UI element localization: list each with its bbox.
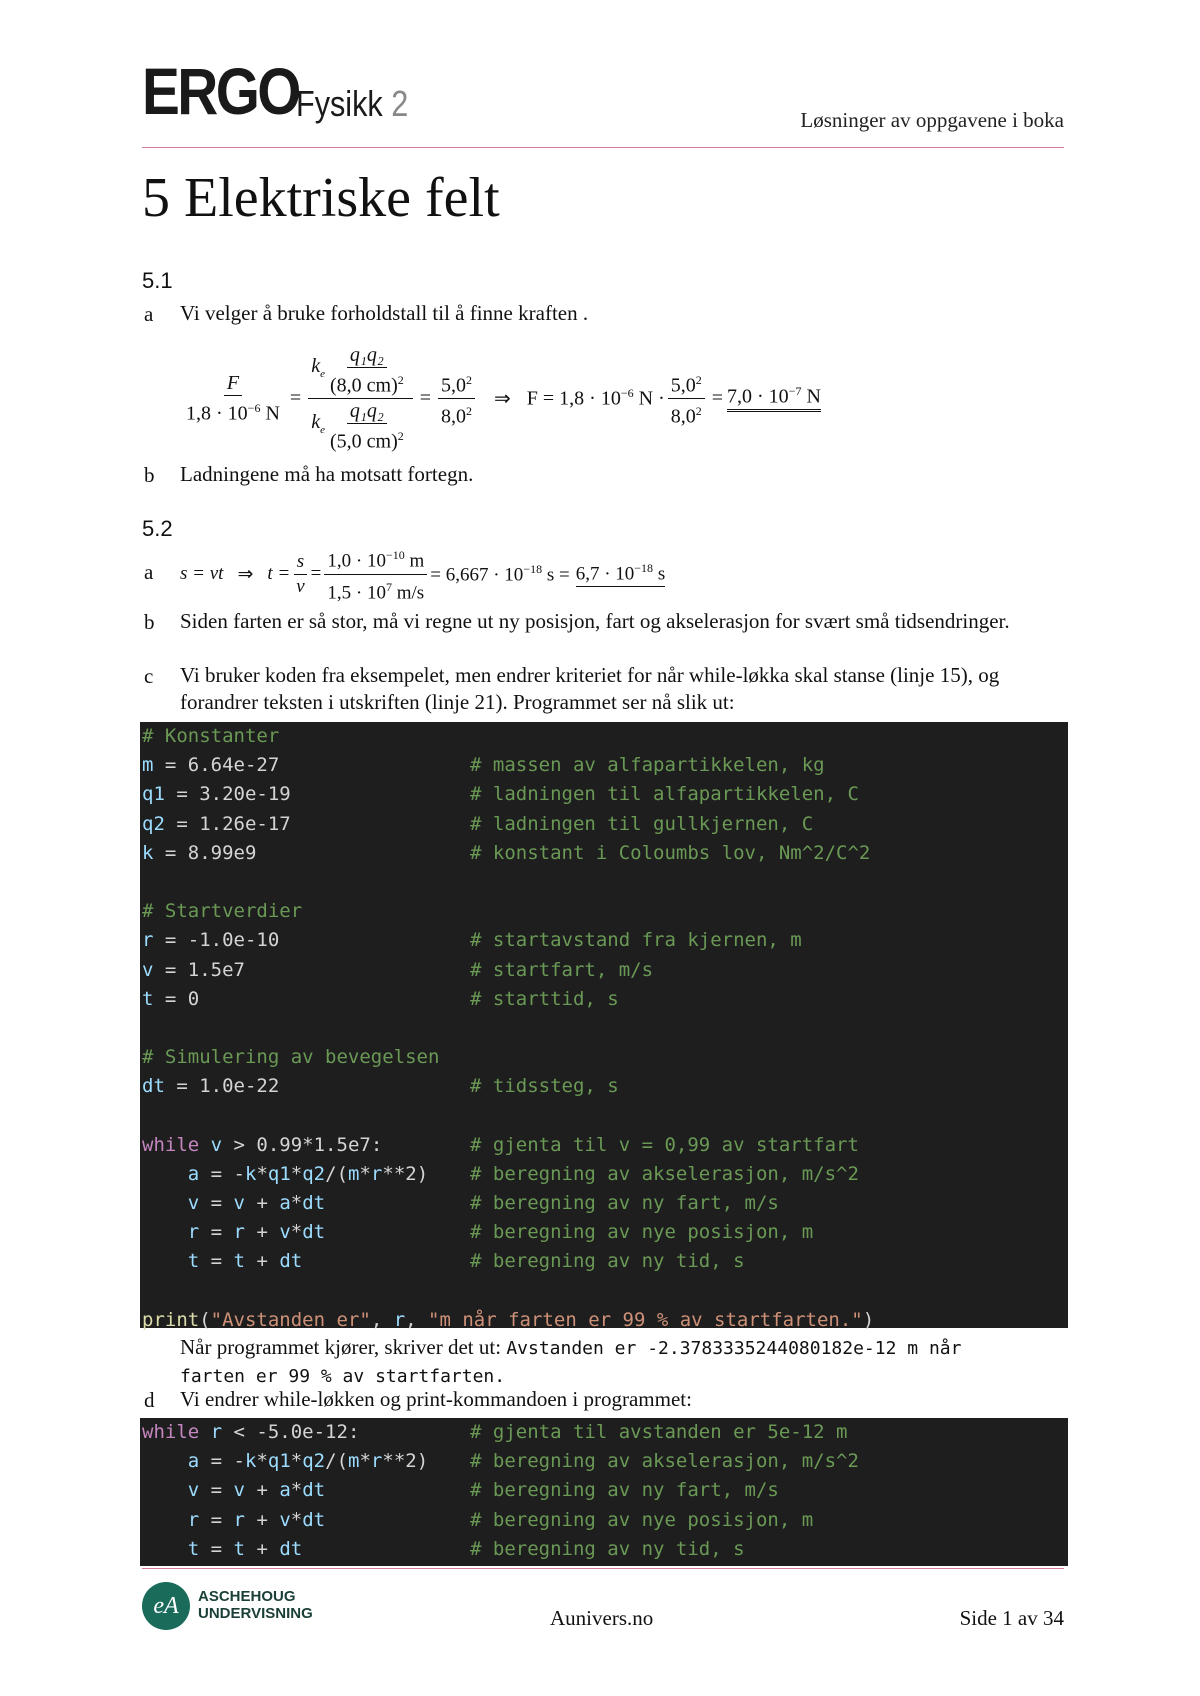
code-line [140, 1218, 1068, 1247]
code-comment: # startfart, m/s [470, 958, 654, 981]
code-line [140, 1043, 1068, 1072]
ergo-logo: ERGO [142, 54, 299, 128]
code-statement: v = v + a*dt [187, 1192, 326, 1214]
code-statement: # Simulering av bevegelsen [142, 1046, 440, 1069]
code-line [140, 1306, 1068, 1335]
code-statement: dt = 1.0e-22 [142, 1075, 280, 1098]
code-comment: # gjenta til avstanden er 5e-12 m [470, 1421, 848, 1443]
code-line [140, 985, 1068, 1014]
code-comment: # beregning av nye posisjon, m [470, 1508, 814, 1531]
code-comment: # startavstand fra kjernen, m [470, 929, 802, 952]
task-label-a: a [144, 302, 154, 326]
code-comment: # beregning av ny tid, s [470, 1537, 745, 1560]
task-text-b: Ladningene må ha motsatt fortegn. [180, 462, 474, 486]
result-5-2a: $6,7 \cdot 10^{-18}$ s [575, 561, 666, 585]
code-line [140, 1160, 1068, 1189]
fraction-F: $\frac{F}{1,8 \cdot 10^{-6} N}$ [186, 371, 280, 425]
code-statement: r = r + v*dt [187, 1221, 326, 1244]
aschehoug-logo-icon: eA [142, 1582, 190, 1630]
header-subtitle: Løsninger av oppgavene i boka [800, 108, 1064, 132]
code-statement: k = 8.99e9 [142, 841, 257, 864]
code-statement: q1 = 3.20e-19 [142, 783, 291, 806]
task-label-d-2: d [144, 1388, 155, 1412]
code-statement: q2 = 1.26e-17 [142, 812, 291, 835]
task-label-a-2: a [144, 560, 154, 584]
code-line [140, 868, 1068, 897]
aschehoug-brand: ASCHEHOUG UNDERVISNING [198, 1588, 313, 1622]
code-statement: t = t + dt [187, 1250, 303, 1273]
code-statement: v = 1.5e7 [142, 958, 245, 981]
program-output: Når programmet kjører, skriver det ut: Avstanden er -2.3783335244080182e-12 m når farten er 99 % av startfarten. [180, 1335, 962, 1387]
subject-logo [296, 83, 409, 124]
code-line [140, 1131, 1068, 1160]
code-comment: # massen av alfapartikkelen, kg [470, 754, 825, 777]
code-line [140, 1506, 1068, 1535]
task-text-c-2: Vi bruker koden fra eksempelet, men endrer kriteriet for når while-løkka skal stanse (linje 15), og forandrer teksten i utskriften (linje 21). Programmet ser nå slik ut: [180, 663, 1000, 714]
code-statement: t = t + dt [187, 1537, 303, 1560]
subject-name: Fysikk [296, 83, 383, 124]
code-statement: while r < -5.0e-12: [142, 1421, 360, 1443]
code-block-2 [140, 1418, 1068, 1566]
chapter-title: 5 Elektriske felt [142, 167, 500, 229]
code-comment: # starttid, s [470, 987, 619, 1010]
code-statement: m = 6.64e-27 [142, 754, 280, 777]
code-comment: # beregning av ny fart, m/s [470, 1479, 779, 1502]
fraction-ratio: $\frac{5,0^2}{8,0^2}$ [438, 368, 475, 428]
header-divider [142, 147, 1064, 148]
code-comment: # beregning av akselerasjon, m/s^2 [470, 1162, 859, 1185]
equation-5-1a: $\frac{F}{1,8 \cdot 10^{-6} N}$ = $k_e$ $\frac{\text{q₁q₂}}{(8,0 cm)^2}$ $k_e$ $\frac{\text{q₁q₂}}{(5,0 cm)^2}$ = $\frac{5,0^2}{8,0^2}$ ⇒ $F = 1,8 \cdot 10^{-6}$ N · $\frac{5,0^2}{8,0^2}$ = $7,0 \cdot 10^{-7}$ N [180, 338, 821, 458]
section-heading-5-2: 5.2 [142, 516, 173, 541]
task-label-b: b [144, 463, 155, 487]
footer-site-link[interactable]: Aunivers.no [550, 1606, 654, 1630]
subject-level: 2 [391, 83, 409, 124]
code-comment: # beregning av akselerasjon, m/s^2 [470, 1450, 859, 1473]
code-block-1 [140, 722, 1068, 1331]
code-comment: # konstant i Coloumbs lov, Nm^2/C^2 [470, 841, 871, 864]
code-statement: r = -1.0e-10 [142, 929, 280, 952]
code-line [140, 1189, 1068, 1218]
section-heading-5-1: 5.1 [142, 268, 173, 293]
code-comment: # beregning av ny tid, s [470, 1250, 745, 1273]
code-statement: t = 0 [142, 987, 200, 1010]
equation-5-2a: s = vt ⇒ t = $\frac{s}{v}$ = $\frac{1,0 \cdot 10^{-10} m}{1,5 \cdot 10^7 m/s}$ = $6,667 \cdot 10^{-18}$ s = $6,7 \cdot 10^{-18}$ s [180, 548, 665, 600]
code-statement: a = -k*q1*q2/(m*r**2) [187, 1450, 429, 1473]
code-comment: # ladningen til gullkjernen, C [470, 812, 814, 835]
code-comment: # tidssteg, s [470, 1075, 619, 1098]
code-line [140, 1476, 1068, 1505]
fraction-coulomb: $k_e$ $\frac{\text{q₁q₂}}{(8,0 cm)^2}$ $k_e$ $\frac{\text{q₁q₂}}{(5,0 cm)^2}$ [308, 343, 413, 453]
code-statement: while v > 0.99*1.5e7: [142, 1133, 383, 1156]
task-label-b-2: b [144, 610, 155, 634]
code-statement: r = r + v*dt [187, 1508, 326, 1531]
code-statement: # Konstanter [142, 725, 280, 747]
task-text-d-2: Vi endrer while-løkken og print-kommandoen i programmet: [180, 1387, 692, 1411]
code-line [140, 751, 1068, 780]
code-line [140, 1535, 1068, 1564]
code-line [140, 1277, 1068, 1306]
code-line [140, 1418, 1068, 1447]
code-comment: # beregning av nye posisjon, m [470, 1221, 814, 1244]
task-text-b-2: Siden farten er så stor, må vi regne ut ny posisjon, fart og akselerasjon for svært små tidsendringer. [180, 609, 1010, 633]
code-line [140, 780, 1068, 809]
code-line [140, 1072, 1068, 1101]
code-line [140, 897, 1068, 926]
code-statement: v = v + a*dt [187, 1479, 326, 1502]
code-line [140, 722, 1068, 751]
task-text-a: Vi velger å bruke forholdstall til å finne kraften . [180, 301, 589, 325]
code-line [140, 1247, 1068, 1276]
code-statement: a = -k*q1*q2/(m*r**2) [187, 1162, 429, 1185]
code-line [140, 1014, 1068, 1043]
code-comment: # ladningen til alfapartikkelen, C [470, 783, 859, 806]
code-statement: print("Avstanden er", r, "m når farten er 99 % av startfarten.") [142, 1308, 875, 1331]
code-line [140, 810, 1068, 839]
page-number: Side 1 av 34 [959, 1606, 1064, 1630]
footer-divider [142, 1568, 1064, 1569]
code-line [140, 1101, 1068, 1130]
result-5-1a: $7,0 \cdot 10^{-7}$ N [727, 384, 821, 412]
code-line [140, 956, 1068, 985]
code-comment: # beregning av ny fart, m/s [470, 1192, 779, 1214]
task-label-c-2: c [144, 664, 154, 688]
code-line [140, 926, 1068, 955]
code-statement: # Startverdier [142, 900, 303, 923]
code-line [140, 1447, 1068, 1476]
code-line [140, 839, 1068, 868]
code-comment: # gjenta til v = 0,99 av startfart [470, 1133, 859, 1156]
